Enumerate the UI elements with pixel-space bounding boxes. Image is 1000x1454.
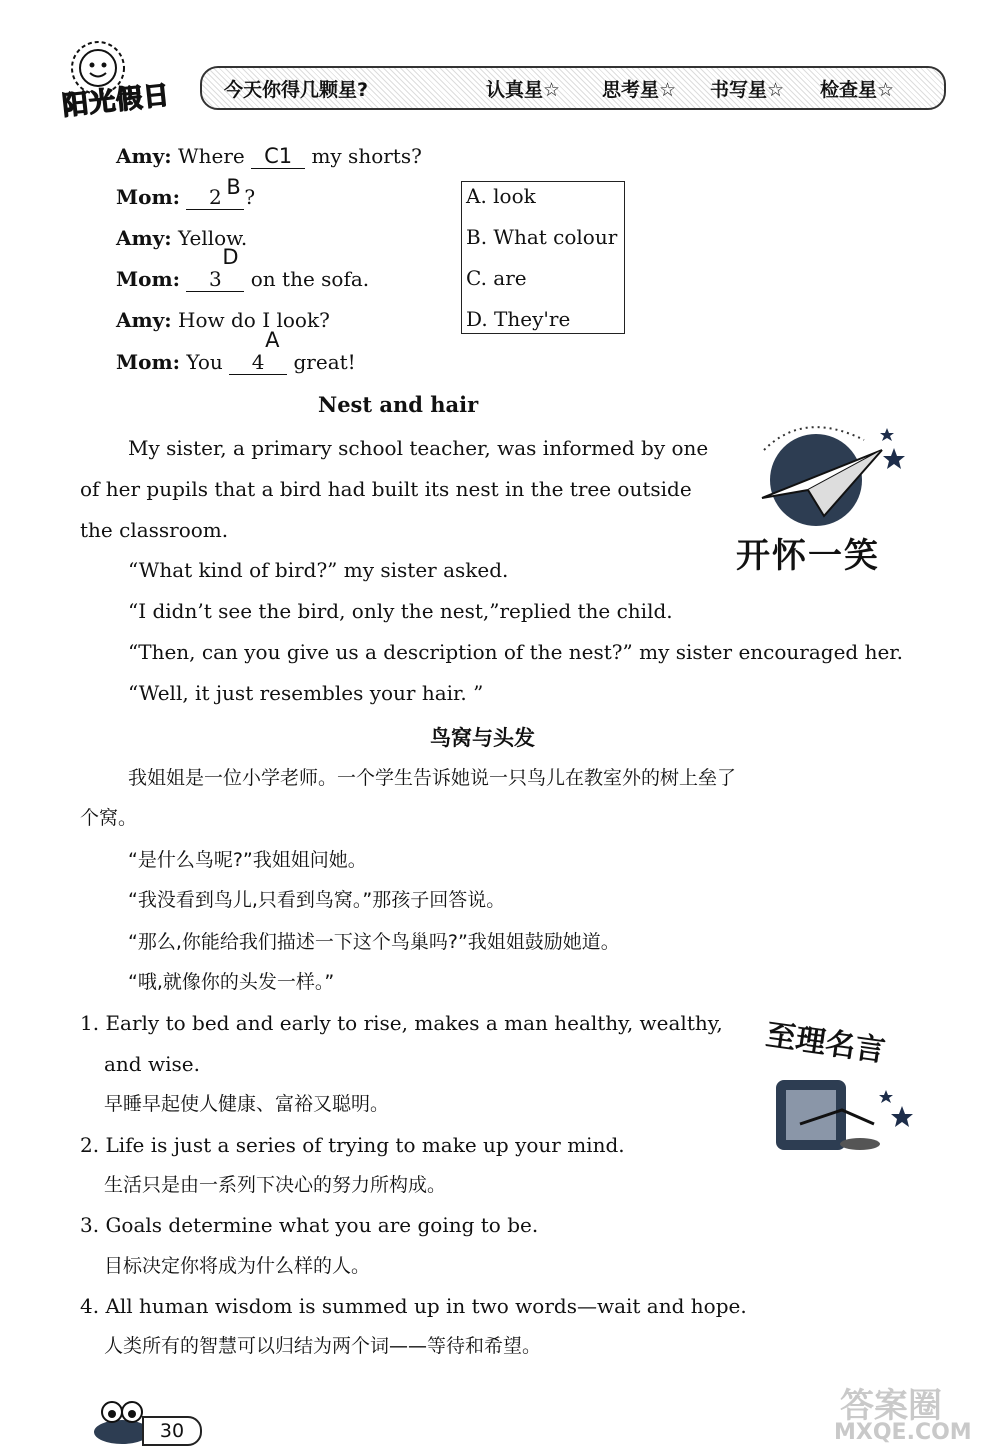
paper-plane-icon [744,420,916,528]
brand-title: 阳光假日 [60,80,172,122]
story-cn-line: “是什么鸟呢?”我姐姐问她。 [128,849,367,871]
option-d: D. They're [466,307,571,331]
page-number: 30 [142,1416,202,1446]
story-cn-line: “哦,就像你的头发一样。” [128,971,335,993]
joke-logo-text: 开怀一笑 [736,536,880,576]
story-cn-line: “那么,你能给我们描述一下这个鸟巢吗?”我姐姐鼓励她道。 [128,931,620,953]
quote-en: 1. Early to bed and early to rise, makes a man healthy, wealthy, [80,1011,723,1035]
star-checking: 检查星☆ [820,79,895,101]
quote-cn: 人类所有的智慧可以归结为两个词——等待和希望。 [104,1335,542,1357]
option-a: A. look [466,184,536,208]
quotes-logo-text: 至理名言 [763,1017,888,1070]
dialogue-line: Mom: 2 B ? [116,175,256,209]
answer-blank: C1 [251,144,305,169]
dialogue-line: Amy: How do I look? [116,308,330,332]
dialogue-line: Amy: Yellow. [116,226,248,250]
banner-question: 今天你得几颗星? [224,79,369,101]
handwritten-answer: D [222,245,239,269]
quote-en: 2. Life is just a series of trying to make up your mind. [80,1133,625,1157]
quote-en: 4. All human wisdom is summed up in two words—wait and hope. [80,1294,747,1318]
story-cn-line: 我姐姐是一位小学老师。一个学生告诉她说一只鸟儿在教室外的树上垒了 [128,767,737,789]
story-cn-title: 鸟窝与头发 [430,726,535,750]
story-line: My sister, a primary school teacher, was informed by one [128,436,709,460]
watermark-logo: 答案圈 [840,1386,942,1426]
answer-blank: 4 A [229,350,287,375]
story-cn-line: “我没看到鸟儿,只看到鸟窝。”那孩子回答说。 [128,889,506,911]
dialogue-line: Mom: 3 D on the sofa. [116,245,370,291]
star-careful: 认真星☆ [486,79,561,101]
quote-cn: 生活只是由一系列下决心的努力所构成。 [104,1174,447,1196]
answer-blank: 2 B [186,185,244,210]
options-box [461,181,625,334]
handwritten-answer: A [265,328,280,352]
story-line: of her pupils that a bird had built its nest in the tree outside [80,477,692,501]
story-title: Nest and hair [318,392,479,417]
option-b: B. What colour [466,225,618,249]
handwritten-answer: B [226,175,241,199]
watermark-url: MXQE.COM [834,1420,972,1445]
book-icon [770,1066,920,1156]
dialogue-line: Amy: Where C1 my shorts? [116,144,422,168]
story-line: “I didn’t see the bird, only the nest,”replied the child. [128,599,673,623]
quote-en: 3. Goals determine what you are going to be. [80,1213,539,1237]
star-rating-banner [200,66,946,110]
story-line: “Well, it just resembles your hair. ” [128,681,484,705]
quote-cn: 早睡早起使人健康、富裕又聪明。 [104,1093,390,1115]
answer-blank: 3 D [186,267,244,292]
dialogue-line: Mom: You 4 A great! [116,328,356,374]
story-line: “What kind of bird?” my sister asked. [128,558,509,582]
story-line: the classroom. [80,518,229,542]
story-line: “Then, can you give us a description of the nest?” my sister encouraged her. [128,640,903,664]
quote-cn: 目标决定你将成为什么样的人。 [104,1255,371,1277]
story-cn-line: 个窝。 [80,807,138,829]
option-c: C. are [466,266,527,290]
star-writing: 书写星☆ [710,79,785,101]
star-thinking: 思考星☆ [602,79,677,101]
quote-en: and wise. [104,1052,200,1076]
